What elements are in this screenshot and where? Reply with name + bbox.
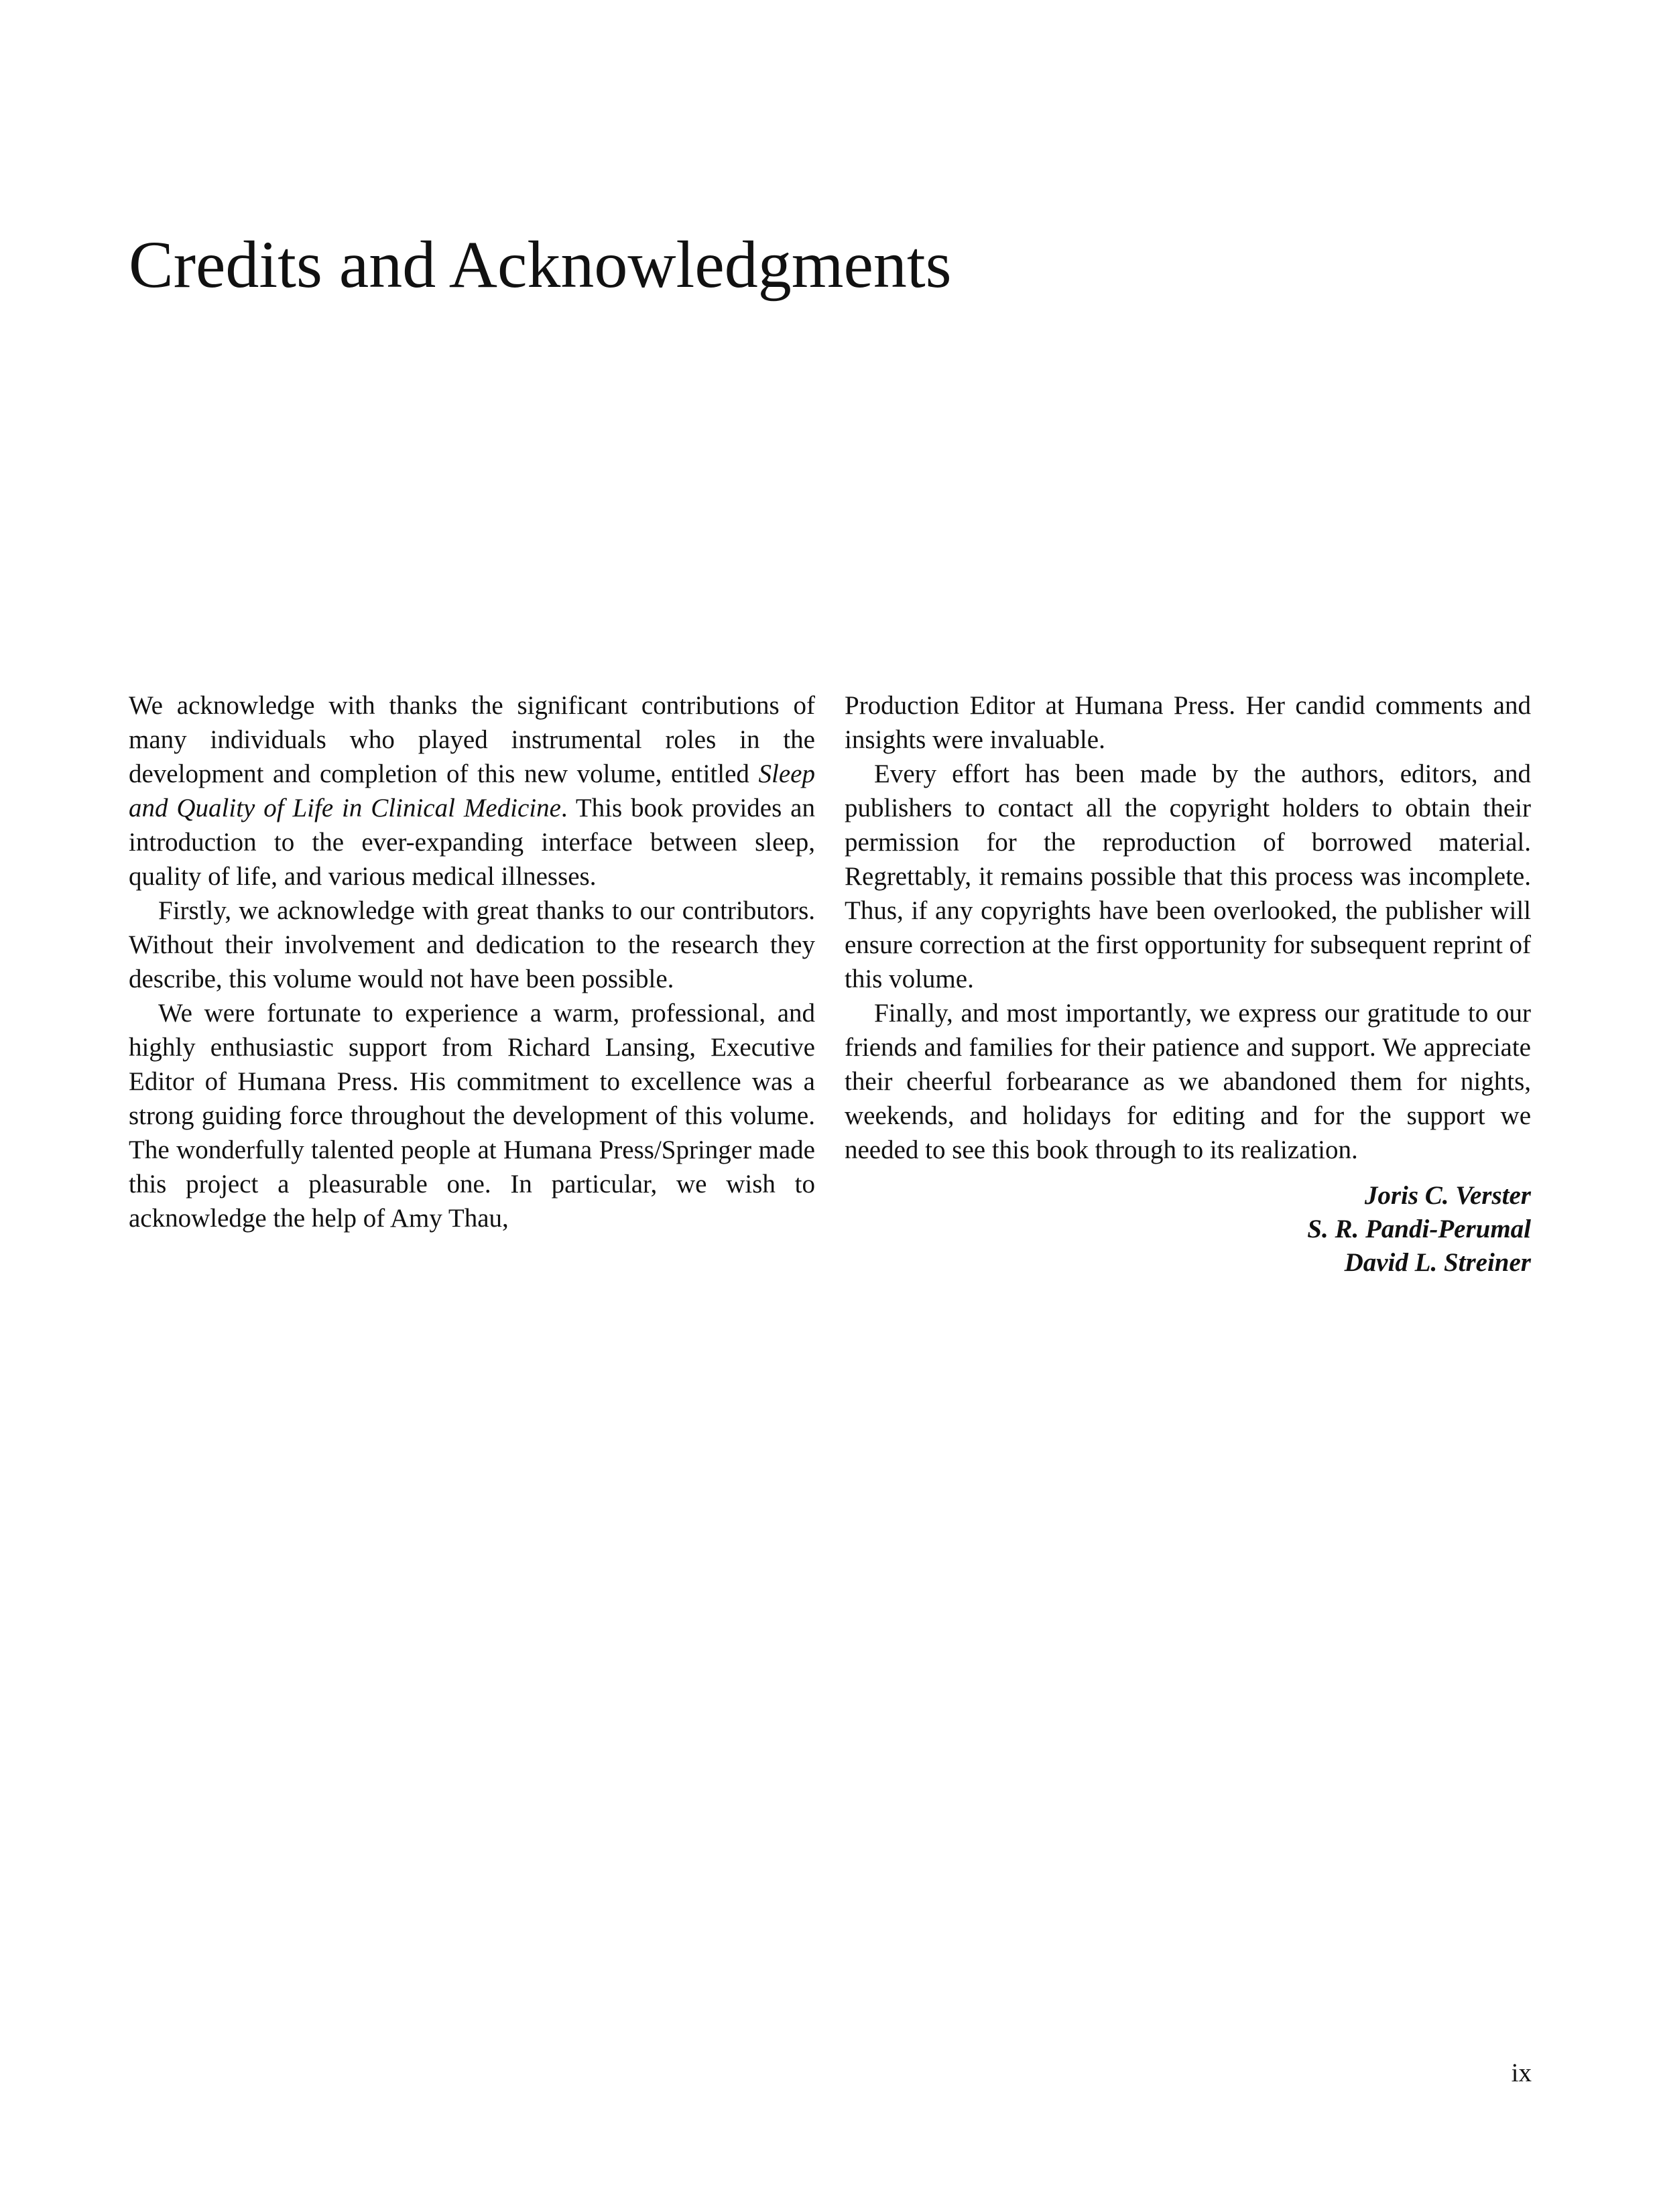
page-number: ix [1511,2059,1532,2087]
intro-text-end: . This book provides an introduction to the ever-expanding interface between sleep, quality of life, and various medical illnesses. [129,794,815,891]
left-column [129,688,815,1280]
signature-name: S. R. Pandi-Perumal [1307,1215,1531,1243]
paragraph-publisher-support: We were fortunate to experience a warm, professional, and highly enthusiastic support from Richard Lansing, Executive Editor of Humana Press. His commitment to excellence was a strong guiding force throughout the development of this volume. The wonderfully talented people at Humana Press/Springer made this project a pleasurable one. In particular, we wish to acknowledge the help of Amy Thau, [129,999,815,1233]
paragraph-copyright: Every effort has been made by the authors, editors, and publishers to contact all the copyright holders to obtain their permission for the reproduction of borrowed material. Regrettably, it remains possible that this process was incomplete. Thus, if any copyrights have been overlooked, the publisher will ensure correction at the first opportunity for subsequent reprint of this volume. [845,759,1531,993]
signature-block [845,1179,1531,1280]
page-title: Credits and Acknowledgments [129,227,952,302]
paragraph-intro [129,688,815,894]
intro-text-start: We acknowledge with thanks the significant contributions of many individuals who played instrumental roles in the development and completion of this new volume, entitled [129,691,815,788]
paragraph-contributors: Firstly, we acknowledge with great thanks to our contributors. Without their involvement and dedication to the research they describe, this volume would not have been possible. [129,896,815,993]
signature-name: David L. Streiner [1344,1248,1531,1277]
paragraph-gratitude: Finally, and most importantly, we express our gratitude to our friends and families for their patience and support. We appreciate their cheerful forbearance as we abandoned them for nights, weekends, and holidays for editing and for the support we needed to see this book through to its realization. [845,999,1531,1164]
book-title: Sleep and Quality of Life in Clinical Medicine [129,759,815,822]
signature-name: Joris C. Verster [1364,1181,1531,1210]
body-columns [129,688,1531,1280]
paragraph-publisher-support-continued: Production Editor at Humana Press. Her candid comments and insights were invaluable. [845,691,1531,754]
right-column [845,688,1531,1280]
